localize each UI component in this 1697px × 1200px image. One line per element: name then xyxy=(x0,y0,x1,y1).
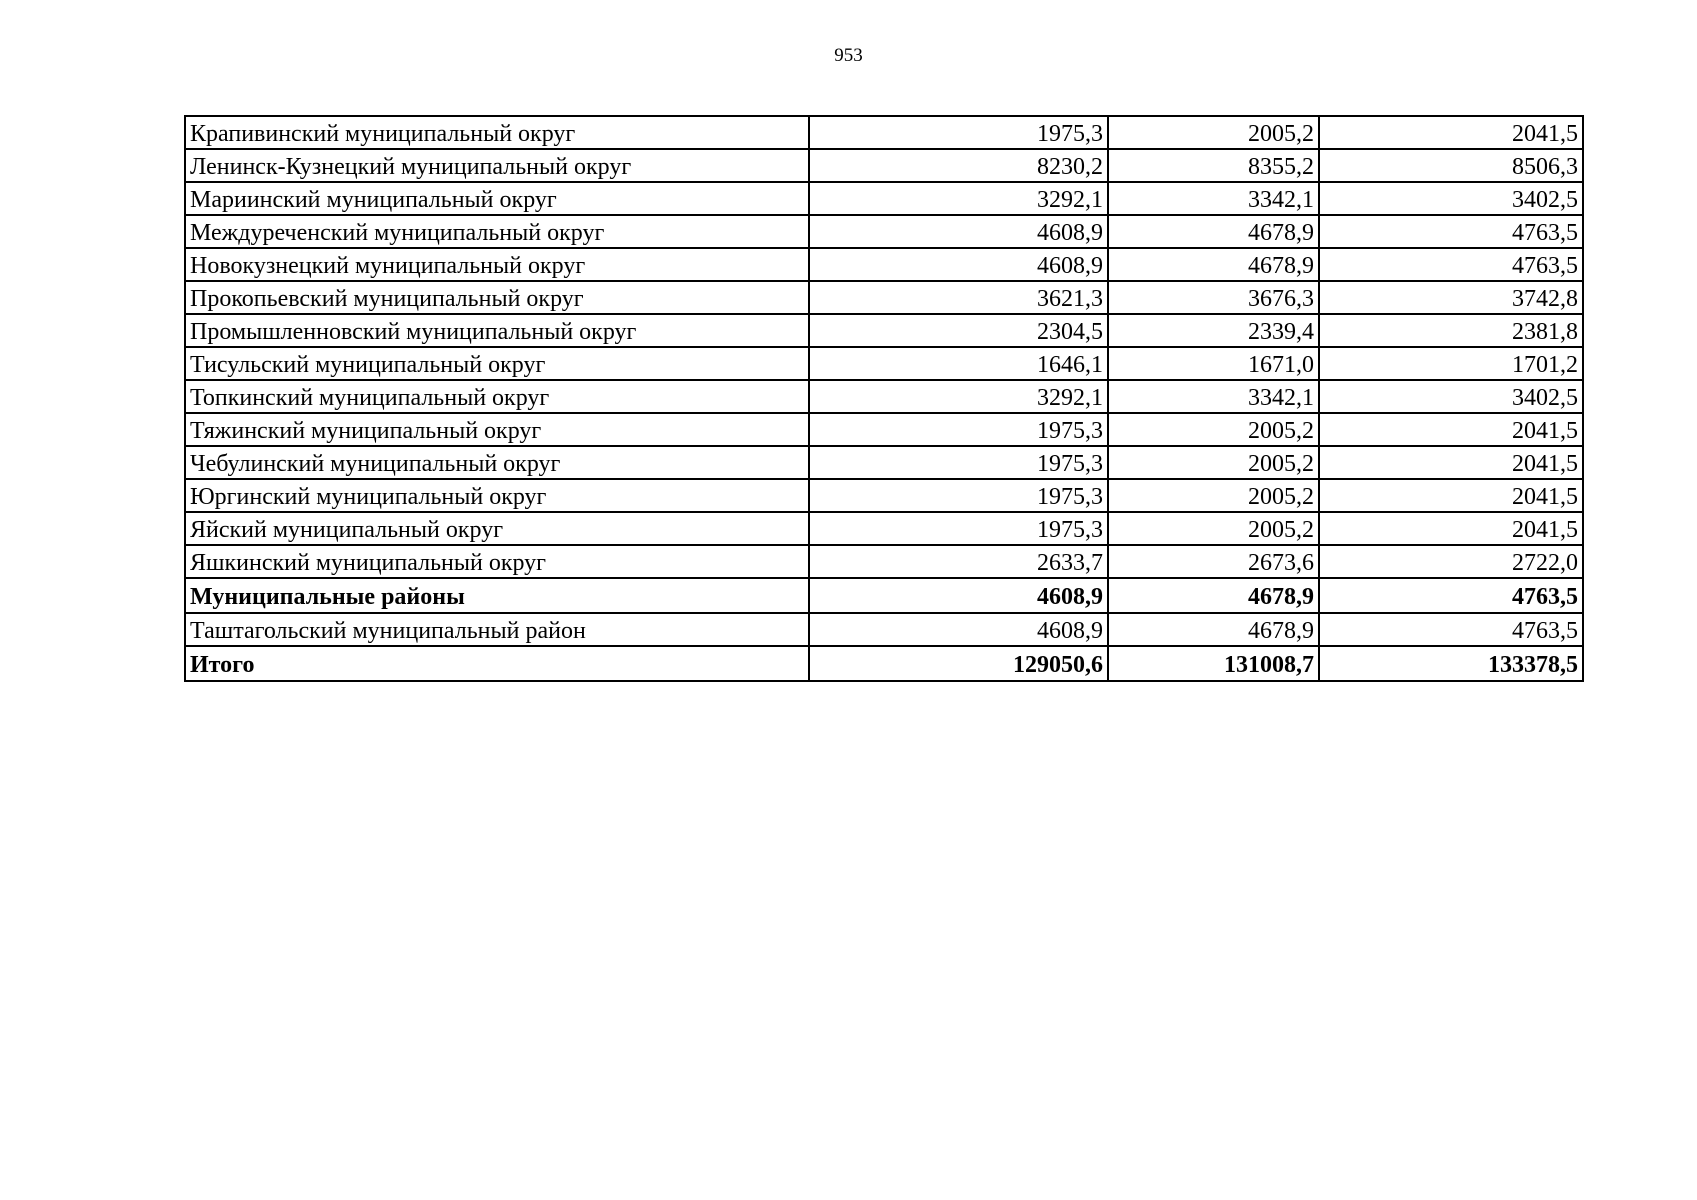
row-value-2-cell: 4678,9 xyxy=(1108,613,1319,646)
row-value-1-cell: 3621,3 xyxy=(809,281,1108,314)
row-value-1-cell: 1975,3 xyxy=(809,512,1108,545)
row-value-2-cell: 2673,6 xyxy=(1108,545,1319,578)
row-value-3-cell: 2041,5 xyxy=(1319,479,1583,512)
row-value-1-cell: 3292,1 xyxy=(809,380,1108,413)
row-name-cell: Междуреченский муниципальный округ xyxy=(185,215,809,248)
row-value-1-cell: 1975,3 xyxy=(809,116,1108,149)
row-value-3-cell: 4763,5 xyxy=(1319,215,1583,248)
row-value-1-cell: 2633,7 xyxy=(809,545,1108,578)
row-value-2-cell: 4678,9 xyxy=(1108,248,1319,281)
row-value-3-cell: 2041,5 xyxy=(1319,116,1583,149)
table-row xyxy=(185,512,1583,545)
table-row xyxy=(185,446,1583,479)
table-row xyxy=(185,413,1583,446)
row-value-1-cell: 129050,6 xyxy=(809,646,1108,681)
row-value-2-cell: 3342,1 xyxy=(1108,380,1319,413)
table-row xyxy=(185,347,1583,380)
row-name-cell: Муниципальные районы xyxy=(185,578,809,613)
row-value-2-cell: 8355,2 xyxy=(1108,149,1319,182)
row-value-2-cell: 3676,3 xyxy=(1108,281,1319,314)
row-name-cell: Юргинский муниципальный округ xyxy=(185,479,809,512)
row-value-3-cell: 4763,5 xyxy=(1319,613,1583,646)
row-value-3-cell: 2041,5 xyxy=(1319,446,1583,479)
row-value-2-cell: 2005,2 xyxy=(1108,479,1319,512)
row-value-3-cell: 3402,5 xyxy=(1319,182,1583,215)
row-value-1-cell: 4608,9 xyxy=(809,248,1108,281)
row-value-3-cell: 2041,5 xyxy=(1319,512,1583,545)
row-value-3-cell: 2041,5 xyxy=(1319,413,1583,446)
table-row xyxy=(185,380,1583,413)
row-name-cell: Чебулинский муниципальный округ xyxy=(185,446,809,479)
row-value-3-cell: 2381,8 xyxy=(1319,314,1583,347)
row-value-3-cell: 3402,5 xyxy=(1319,380,1583,413)
row-name-cell: Яйский муниципальный округ xyxy=(185,512,809,545)
row-value-1-cell: 1975,3 xyxy=(809,479,1108,512)
table-row xyxy=(185,116,1583,149)
row-value-2-cell: 3342,1 xyxy=(1108,182,1319,215)
row-name-cell: Новокузнецкий муниципальный округ xyxy=(185,248,809,281)
table-row xyxy=(185,545,1583,578)
row-value-2-cell: 4678,9 xyxy=(1108,578,1319,613)
row-value-2-cell: 1671,0 xyxy=(1108,347,1319,380)
row-value-1-cell: 2304,5 xyxy=(809,314,1108,347)
row-name-cell: Топкинский муниципальный округ xyxy=(185,380,809,413)
row-value-1-cell: 4608,9 xyxy=(809,215,1108,248)
row-value-2-cell: 2339,4 xyxy=(1108,314,1319,347)
row-name-cell: Таштагольский муниципальный район xyxy=(185,613,809,646)
row-value-1-cell: 4608,9 xyxy=(809,613,1108,646)
row-name-cell: Ленинск-Кузнецкий муниципальный округ xyxy=(185,149,809,182)
table-row-total xyxy=(185,578,1583,613)
row-value-1-cell: 1975,3 xyxy=(809,446,1108,479)
row-value-3-cell: 3742,8 xyxy=(1319,281,1583,314)
table-row xyxy=(185,248,1583,281)
row-value-1-cell: 3292,1 xyxy=(809,182,1108,215)
budget-table xyxy=(184,115,1584,682)
table-row-total xyxy=(185,646,1583,681)
table-row xyxy=(185,479,1583,512)
row-name-cell: Мариинский муниципальный округ xyxy=(185,182,809,215)
row-value-2-cell: 2005,2 xyxy=(1108,512,1319,545)
row-name-cell: Крапивинский муниципальный округ xyxy=(185,116,809,149)
row-value-3-cell: 8506,3 xyxy=(1319,149,1583,182)
row-value-1-cell: 8230,2 xyxy=(809,149,1108,182)
page-number: 953 xyxy=(834,45,863,66)
row-value-3-cell: 4763,5 xyxy=(1319,578,1583,613)
table-row xyxy=(185,149,1583,182)
row-name-cell: Тисульский муниципальный округ xyxy=(185,347,809,380)
table-row xyxy=(185,613,1583,646)
row-value-3-cell: 133378,5 xyxy=(1319,646,1583,681)
table-row xyxy=(185,314,1583,347)
row-value-3-cell: 1701,2 xyxy=(1319,347,1583,380)
row-name-cell: Тяжинский муниципальный округ xyxy=(185,413,809,446)
row-value-2-cell: 2005,2 xyxy=(1108,446,1319,479)
table-body xyxy=(185,116,1583,681)
table-row xyxy=(185,215,1583,248)
row-value-2-cell: 2005,2 xyxy=(1108,116,1319,149)
row-value-1-cell: 1975,3 xyxy=(809,413,1108,446)
row-value-1-cell: 4608,9 xyxy=(809,578,1108,613)
row-name-cell: Прокопьевский муниципальный округ xyxy=(185,281,809,314)
row-value-3-cell: 2722,0 xyxy=(1319,545,1583,578)
row-name-cell: Яшкинский муниципальный округ xyxy=(185,545,809,578)
row-value-2-cell: 4678,9 xyxy=(1108,215,1319,248)
row-value-2-cell: 2005,2 xyxy=(1108,413,1319,446)
table-row xyxy=(185,182,1583,215)
row-value-2-cell: 131008,7 xyxy=(1108,646,1319,681)
row-name-cell: Итого xyxy=(185,646,809,681)
table-row xyxy=(185,281,1583,314)
row-value-3-cell: 4763,5 xyxy=(1319,248,1583,281)
row-name-cell: Промышленновский муниципальный округ xyxy=(185,314,809,347)
row-value-1-cell: 1646,1 xyxy=(809,347,1108,380)
